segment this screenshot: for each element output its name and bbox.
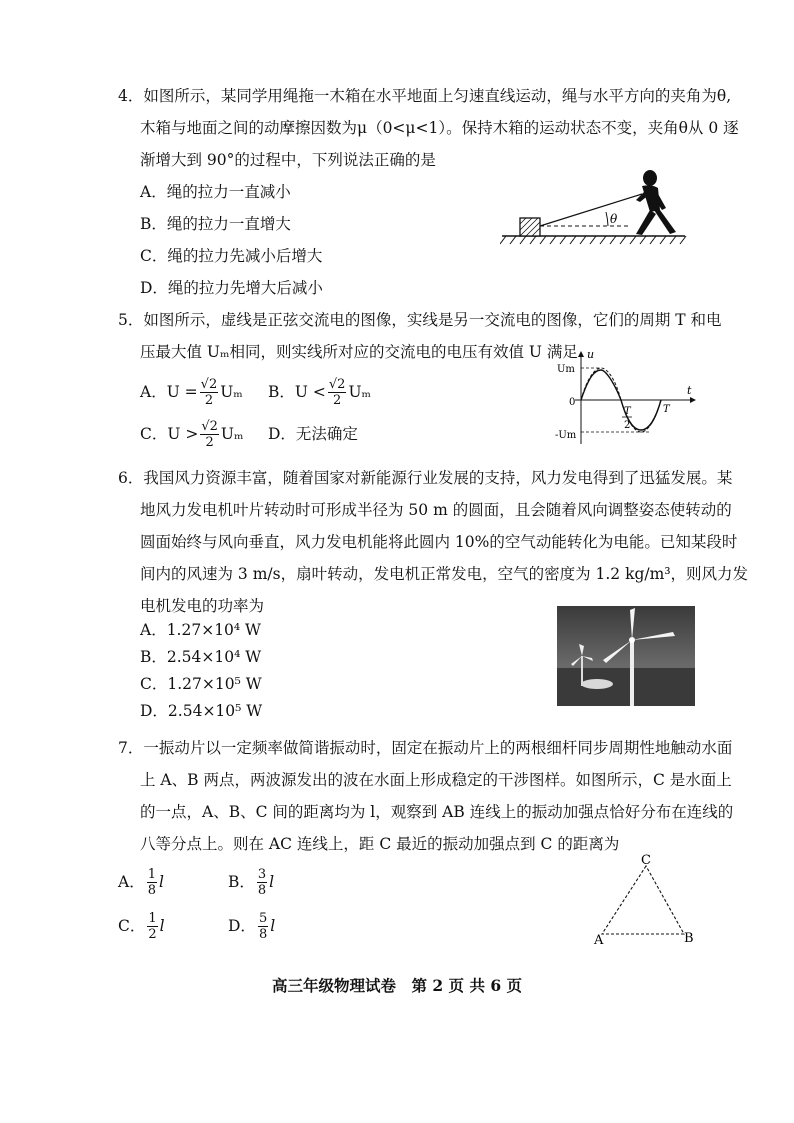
q7-stem-line3: 的一点，A、B、C 间的距离均为 l，观察到 AB 连线上的振动加强点恰好分布在连线的: [140, 803, 734, 821]
q5-option-d: D．无法确定: [268, 425, 358, 443]
q7-label-a: A: [594, 933, 604, 948]
q4-stem-line2: 木箱与地面之间的动摩擦因数为μ（0<μ<1）。保持木箱的运动状态不变，夹角θ从 0 逐: [140, 119, 739, 137]
q4-stem-line3: 渐增大到 90°的过程中，下列说法正确的是: [140, 151, 436, 169]
q5-half-t-num: T: [624, 406, 631, 417]
q7-option-c: C． $\frac{1}{2}$ l: [118, 910, 165, 942]
q4-option-a: A．绳的拉力一直减小: [140, 183, 291, 201]
q4-figure-box-rope: [500, 168, 690, 248]
q5-label-t: T: [663, 404, 670, 415]
q5-figure-ac-graph: [555, 348, 700, 448]
q5-axis-t: t: [687, 384, 692, 397]
q6-option-a: A．1.27×10⁴ W: [140, 621, 261, 639]
q5-option-a: A．U = $\frac{√2}{2}$ Uₘ: [140, 376, 243, 408]
q5-label-neg-um: -Um: [555, 430, 577, 441]
rope: [540, 194, 642, 226]
q4-option-b: B．绳的拉力一直增大: [140, 215, 291, 233]
q5-option-c: C．U > $\frac{√2}{2}$ Uₘ: [140, 418, 244, 450]
q5-option-b: B．U < $\frac{√2}{2}$ Uₘ: [268, 376, 372, 408]
q5-stem-line1: 5．如图所示，虚线是正弦交流电的图像，实线是另一交流电的图像，它们的周期 T 和电: [118, 311, 722, 329]
q7-label-c: C: [641, 853, 651, 868]
q6-stem-line4: 间内的风速为 3 m/s，扇叶转动，发电机正常发电，空气的密度为 1.2 kg/m³，则风力发: [140, 565, 749, 583]
q7-label-b: B: [684, 931, 694, 946]
q7-option-d: D． $\frac{5}{8}$ l: [228, 910, 276, 942]
q6-stem-line3: 圆面始终与风向垂直，风力发电机能将此圆内 10%的空气动能转化为电能。已知某段时: [140, 533, 738, 551]
q5-stem-line2: 压最大值 Uₘ相同，则实线所对应的交流电的电压有效值 U 满足: [140, 343, 578, 361]
q4-option-d: D．绳的拉力先增大后减小: [140, 279, 323, 297]
q4-option-c: C．绳的拉力先减小后增大: [140, 247, 323, 265]
q7-stem-line4: 八等分点上。则在 AC 连线上，距 C 最近的振动加强点到 C 的距离为: [140, 835, 620, 853]
q5-half-t-den: 2: [624, 420, 631, 431]
wind-turbine-photo: [557, 606, 695, 706]
q5-label-zero: 0: [569, 397, 576, 408]
q6-stem-line2: 地风力发电机叶片转动时可形成半径为 50 m 的圆面，且会随着风向调整姿态使转动的: [140, 501, 732, 519]
q7-option-b: B． $\frac{3}{8}$ l: [228, 866, 275, 898]
q7-stem-line1: 7．一振动片以一定频率做简谐振动时，固定在振动片上的两根细杆同步周期性地触动水面: [118, 739, 733, 757]
q7-option-a: A． $\frac{1}{8}$ l: [118, 866, 164, 898]
page-footer: 高三年级物理试卷 第 2 页 共 6 页: [271, 976, 523, 995]
q5-axis-u: u: [587, 348, 595, 361]
q6-stem-line5: 电机发电的功率为: [140, 597, 265, 615]
q6-option-c: C．1.27×10⁵ W: [140, 675, 262, 693]
q7-stem-line2: 上 A、B 两点，两波源发出的波在水面上形成稳定的干涉图样。如图所示，C 是水面上: [140, 771, 732, 789]
q6-option-d: D．2.54×10⁵ W: [140, 702, 263, 720]
q5-label-um: Um: [557, 364, 575, 375]
q6-stem-line1: 6．我国风力资源丰富，随着国家对新能源行业发展的支持，风力发电得到了迅猛发展。某: [118, 469, 733, 487]
person-pulling-icon: [636, 170, 676, 235]
q4-theta-label: θ: [610, 212, 618, 226]
q7-figure-triangle: [592, 852, 698, 948]
q4-stem-line1: 4．如图所示，某同学用绳拖一木箱在水平地面上匀速直线运动，绳与水平方向的夹角为θ,: [118, 87, 732, 105]
q6-option-b: B．2.54×10⁴ W: [140, 648, 262, 666]
